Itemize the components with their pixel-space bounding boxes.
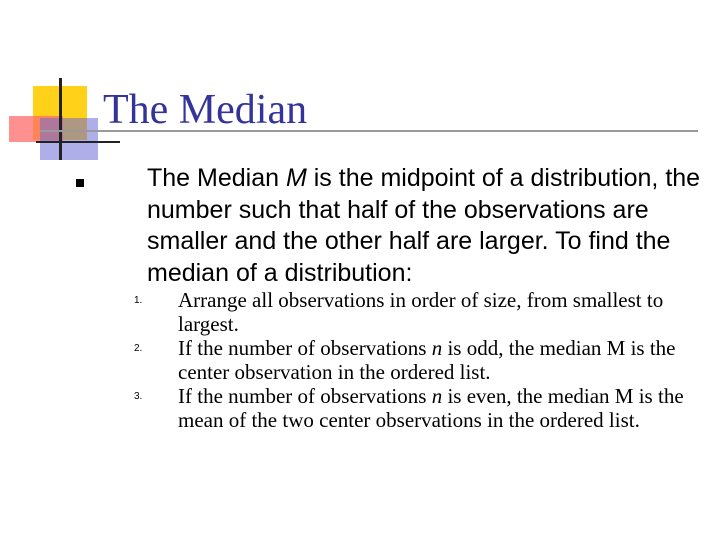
step-variable: n [431,336,443,360]
blue-square [40,118,98,160]
step-text-after: is even, the median M is the mean of the two center observations in the ordered list. [178,384,684,432]
step-variable: n [431,384,443,408]
numbered-steps [0,288,720,432]
step-text-after: is odd, the median M is the center observation in the ordered list. [178,336,676,384]
step-number: 3. [134,391,143,402]
bullet-square-icon [76,179,84,187]
slide-title: The Median [103,87,308,133]
bullet-prefix: The Median [147,164,286,192]
main-bullet-text [147,163,707,289]
bullet-suffix: is the midpoint of a distribution, the number such that half of the observations are smaller and the other half are larger. To find the median of a distribution: [147,164,701,287]
step-text: If the number of observations [178,384,432,408]
step-number: 1. [134,295,143,306]
step-item-2 [134,336,698,384]
step-item-3 [134,384,698,432]
step-text: Arrange all observations in order of size, from smallest to largest. [178,288,664,336]
step-number: 2. [134,343,143,354]
step-item-1 [134,288,698,336]
bullet-variable: M [285,164,307,192]
title-decoration [0,0,120,170]
step-text: If the number of observations [178,336,432,360]
horizontal-line [36,141,120,143]
vertical-line [59,78,62,160]
